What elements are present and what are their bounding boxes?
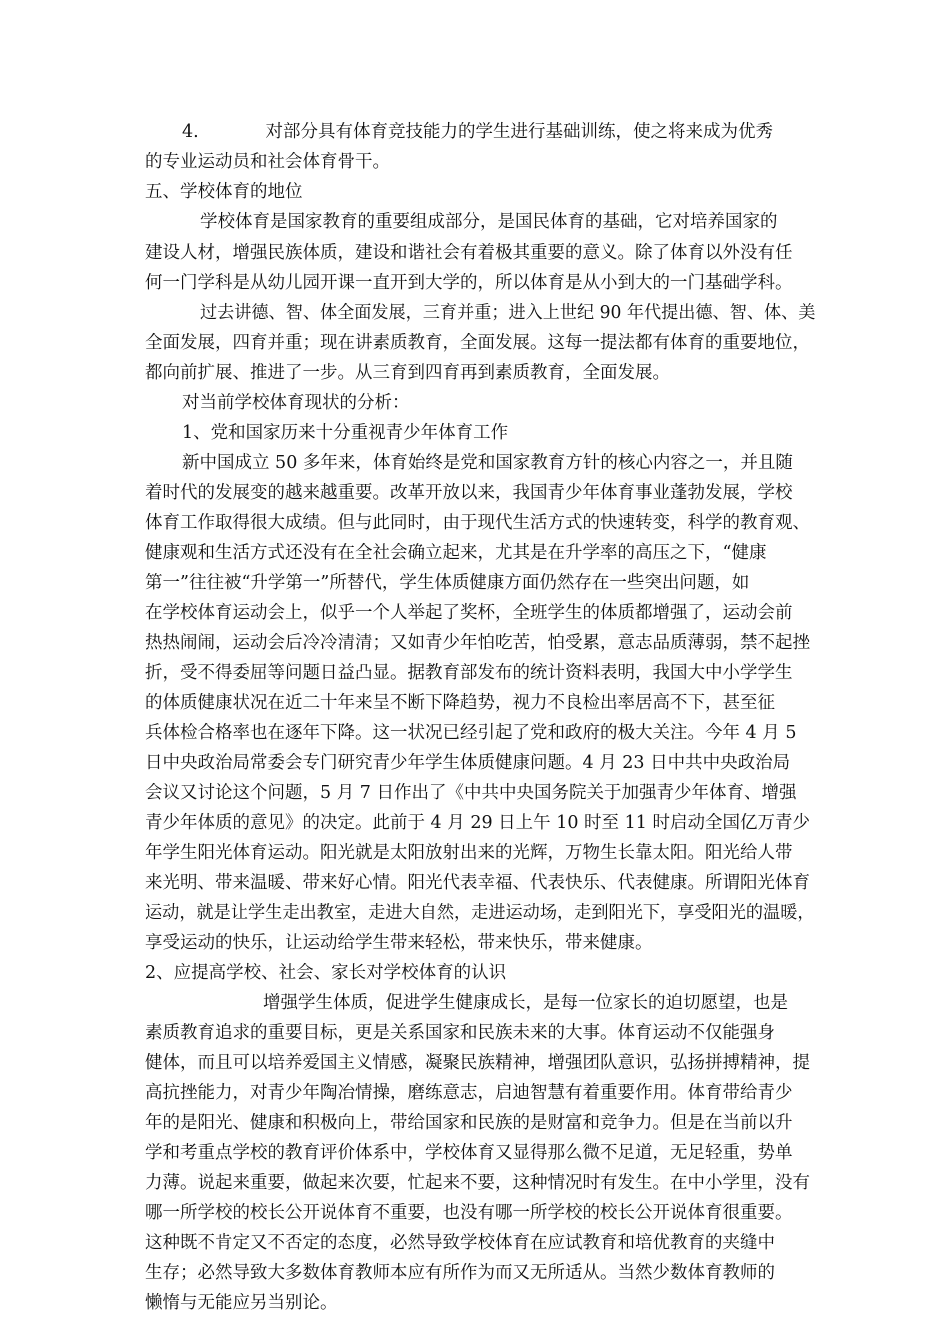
text-line: 年的是阳光、健康和积极向上，带给国家和民族的是财富和竞争力。但是在当前以升: [145, 1113, 793, 1133]
text-line: 过去讲德、智、体全面发展，三育并重；进入上世纪 90 年代提出德、智、体、美: [200, 303, 816, 323]
text-line: 健体，而且可以培养爱国主义情感，凝聚民族精神，增强团队意识，弘扬拼搏精神，提: [145, 1053, 810, 1073]
text-line: 对当前学校体育现状的分析：: [182, 393, 410, 413]
text-line: 哪一所学校的校长公开说体育不重要，也没有哪一所学校的校长公开说体育很重要。: [145, 1203, 793, 1223]
text-line: 热热闹闹，运动会后冷冷清清；又如青少年怕吃苦，怕受累，意志品质薄弱，禁不起挫: [145, 633, 810, 653]
text-line: 都向前扩展、推进了一步。从三育到四育再到素质教育，全面发展。: [145, 363, 670, 383]
text-line: 素质教育追求的重要目标，更是关系国家和民族未来的大事。体育运动不仅能强身: [145, 1023, 775, 1043]
text-line: 懒惰与无能应另当别论。: [145, 1293, 338, 1313]
text-line: 享受运动的快乐，让运动给学生带来轻松，带来快乐，带来健康。: [145, 933, 653, 953]
text-line: 这种既不肯定又不否定的态度，必然导致学校体育在应试教育和培优教育的夹缝中: [145, 1233, 775, 1253]
text-line: 4. 对部分具有体育竞技能力的学生进行基础训练，使之将来成为优秀: [182, 122, 773, 142]
text-line: 来光明、带来温暖、带来好心情。阳光代表幸福、代表快乐、代表健康。所谓阳光体育: [145, 873, 810, 893]
text-line: 生存；必然导致大多数体育教师本应有所作为而又无所适从。当然少数体育教师的: [145, 1263, 775, 1283]
text-line: 的体质健康状况在近二十年来呈不断下降趋势，视力不良检出率居高不下，甚至征: [145, 693, 775, 713]
text-line: 的专业运动员和社会体育骨干。: [145, 152, 390, 172]
text-line: 青少年体质的意见》的决定。此前于 4 月 29 日上午 10 时至 11 时启动全国亿万青少: [145, 813, 810, 833]
text-line: 学校体育是国家教育的重要组成部分，是国民体育的基础，它对培养国家的: [200, 212, 778, 232]
text-line: 力薄。说起来重要，做起来次要，忙起来不要，这种情况时有发生。在中小学里，没有: [145, 1173, 810, 1193]
text-line: 学和考重点学校的教育评价体系中，学校体育又显得那么微不足道，无足轻重，势单: [145, 1143, 793, 1163]
text-line: 折，受不得委屈等问题日益凸显。据教育部发布的统计资料表明，我国大中小学学生: [145, 663, 793, 683]
text-line: 增强学生体质，促进学生健康成长，是每一位家长的迫切愿望，也是: [263, 993, 788, 1013]
text-line: 会议又讨论这个问题，5 月 7 日作出了《中共中央国务院关于加强青少年体育、增强: [145, 783, 797, 803]
text-line: 兵体检合格率也在逐年下降。这一状况已经引起了党和政府的极大关注。今年 4 月 5: [145, 723, 797, 743]
text-line: 新中国成立 50 多年来，体育始终是党和国家教育方针的核心内容之一，并且随: [182, 453, 793, 473]
text-line: 健康观和生活方式还没有在全社会确立起来，尤其是在升学率的高压之下，“健康: [145, 543, 767, 563]
text-line: 运动，就是让学生走出教室，走进大自然，走进运动场，走到阳光下，享受阳光的温暖，: [145, 903, 815, 923]
text-line: 着时代的发展变的越来越重要。改革开放以来，我国青少年体育事业蓬勃发展，学校: [145, 483, 793, 503]
text-line: 在学校体育运动会上，似乎一个人举起了奖杯，全班学生的体质都增强了，运动会前: [145, 603, 793, 623]
section-heading: 五、学校体育的地位: [145, 182, 303, 202]
text-line: 年学生阳光体育运动。阳光就是太阳放射出来的光辉，万物生长靠太阳。阳光给人带: [145, 843, 793, 863]
subsection-heading: 2、应提高学校、社会、家长对学校体育的认识: [145, 963, 507, 983]
text-line: 日中央政治局常委会专门研究青少年学生体质健康问题。4 月 23 日中共中央政治局: [145, 753, 791, 773]
text-line: 高抗挫能力，对青少年陶冶情操，磨练意志，启迪智慧有着重要作用。体育带给青少: [145, 1083, 793, 1103]
subsection-heading: 1、党和国家历来十分重视青少年体育工作: [182, 423, 509, 443]
text-line: 全面发展，四育并重；现在讲素质教育，全面发展。这每一提法都有体育的重要地位，: [145, 333, 810, 353]
text-line: 第一”往往被“升学第一”所替代，学生体质健康方面仍然存在一些突出问题，如: [145, 573, 750, 593]
text-line: 体育工作取得很大成绩。但与此同时，由于现代生活方式的快速转变，科学的教育观、: [145, 513, 810, 533]
text-line: 建设人材，增强民族体质，建设和谐社会有着极其重要的意义。除了体育以外没有任: [145, 243, 793, 263]
text-line: 何一门学科是从幼儿园开课一直开到大学的，所以体育是从小到大的一门基础学科。: [145, 273, 793, 293]
